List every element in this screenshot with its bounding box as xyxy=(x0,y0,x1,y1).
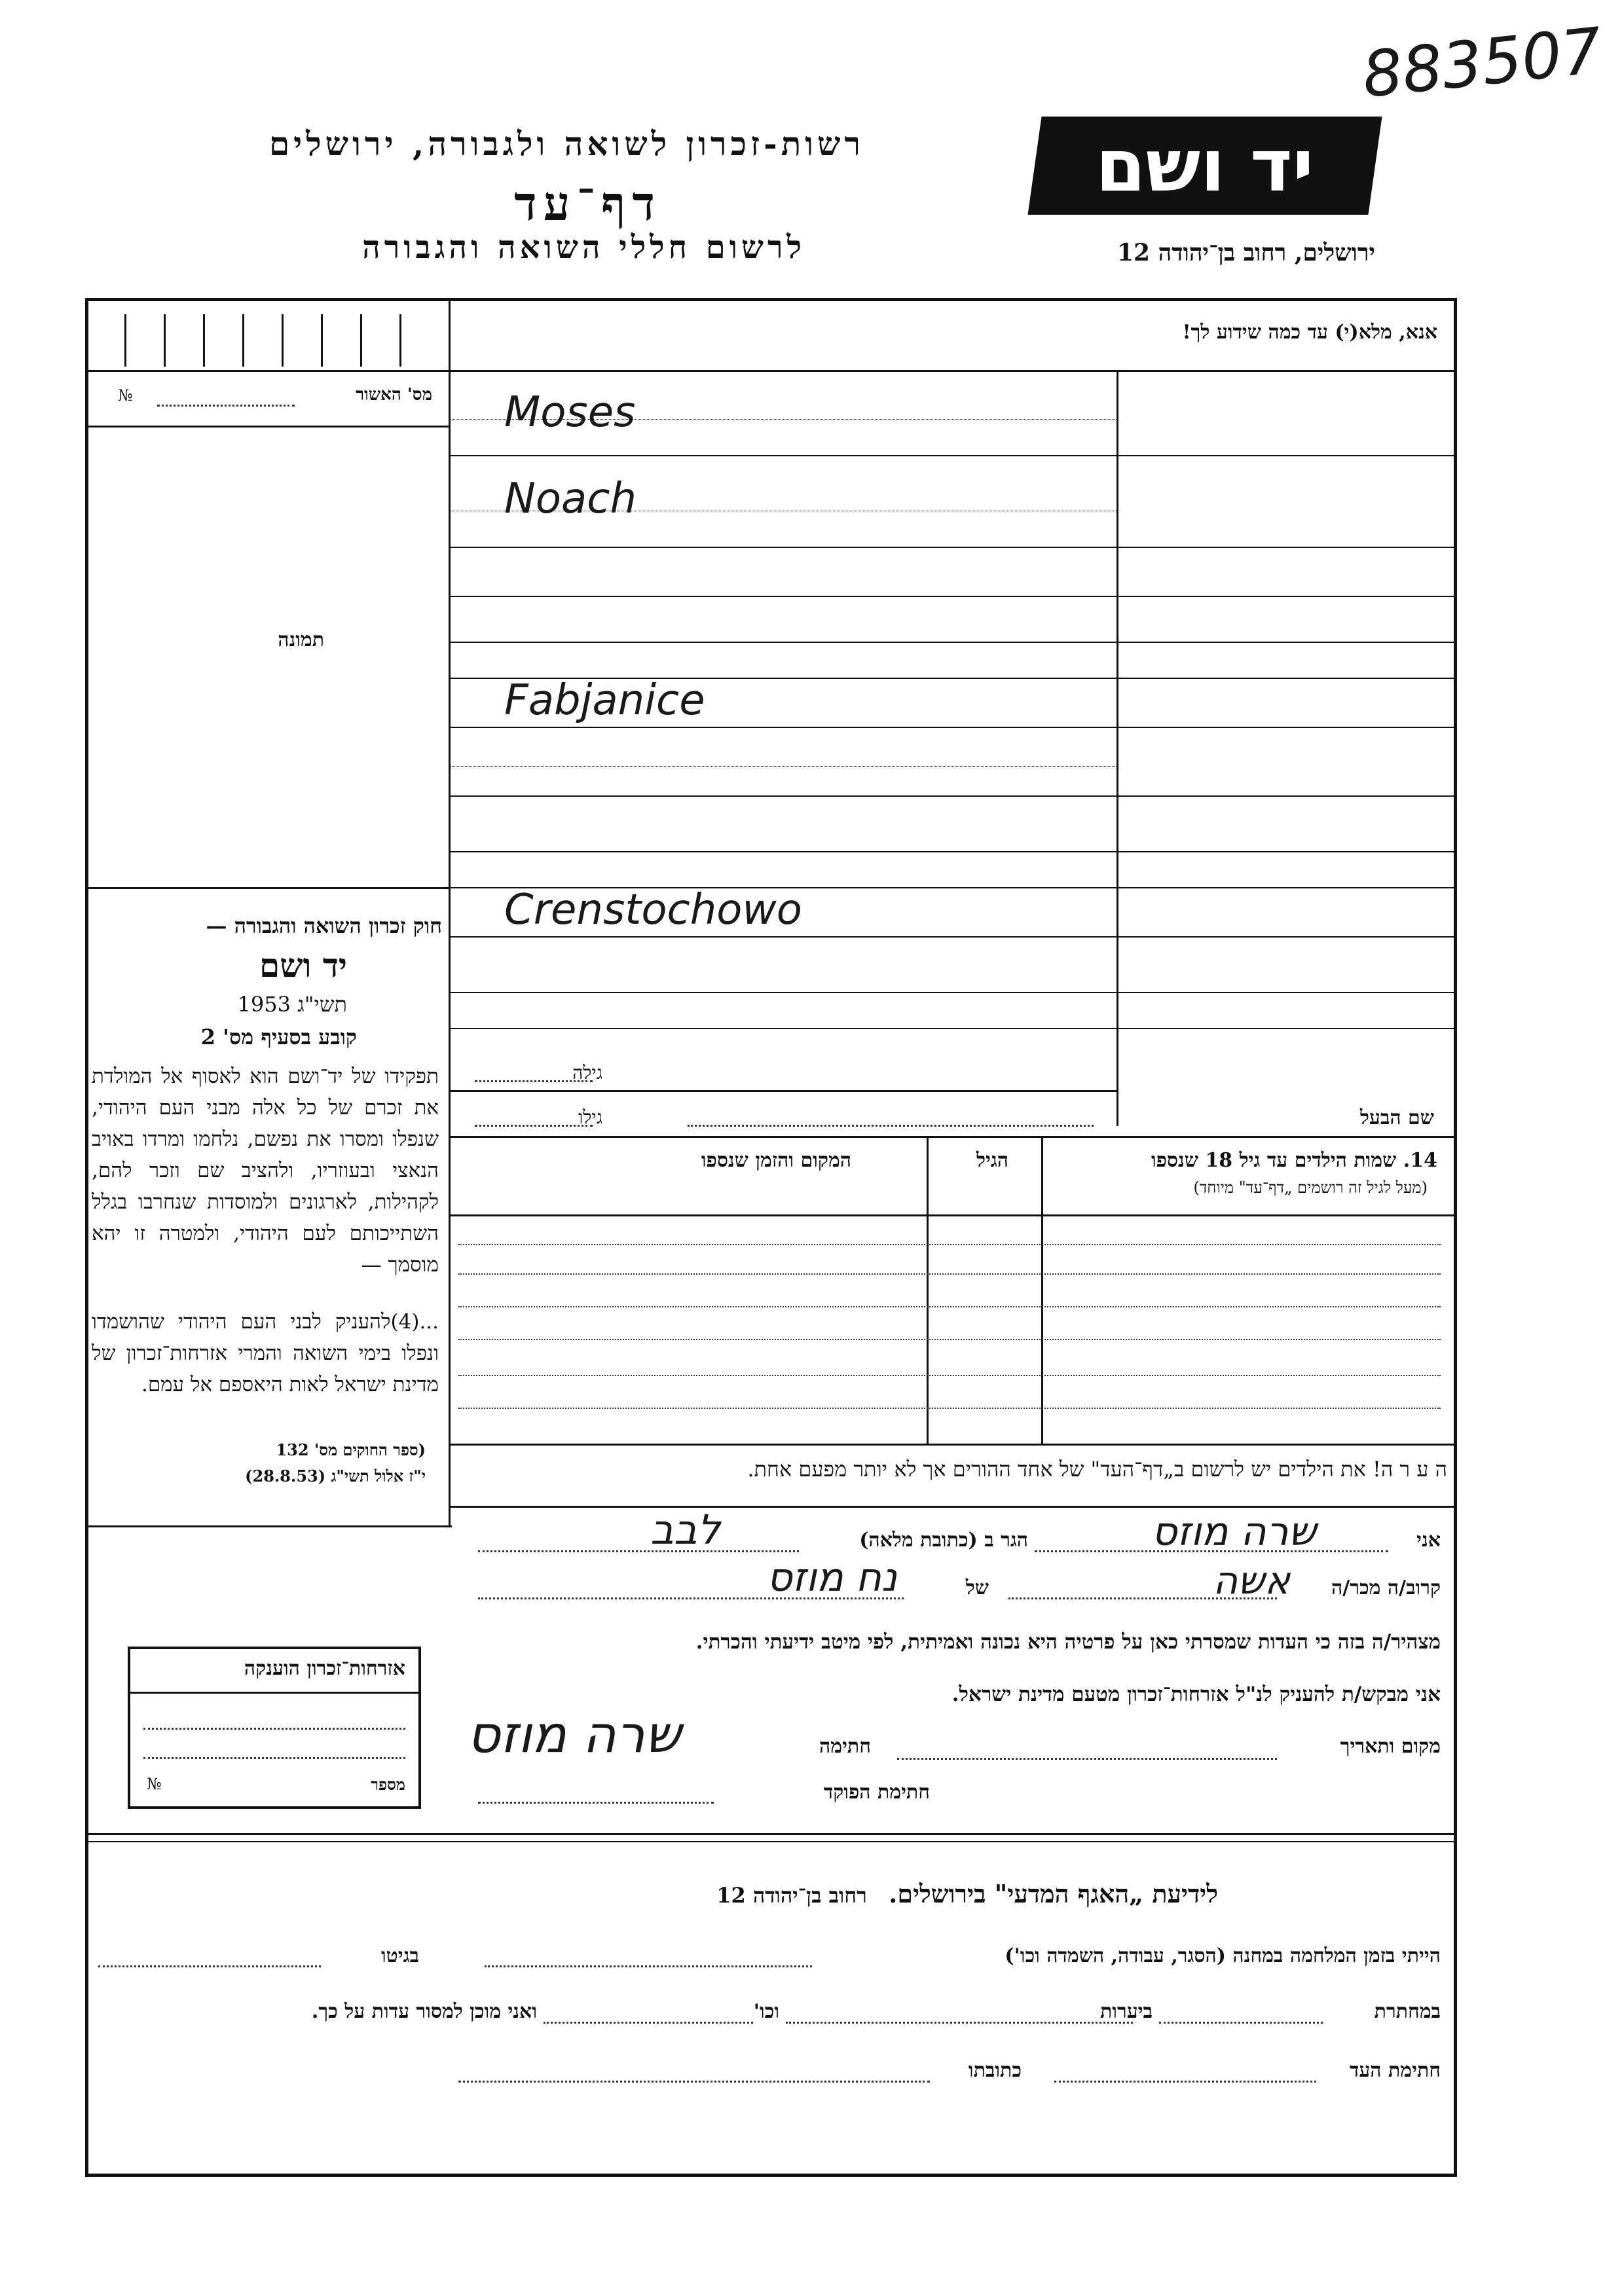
yad-vashem-logo xyxy=(1027,117,1382,215)
law-year: תשי"ג 1953 xyxy=(237,992,347,1017)
bottom-line1: הייתי בזמן המלחמה במחנה (הסגר, עבודה, השמדה וכו') xyxy=(1005,1944,1441,1967)
citizenship-number-label: מספר xyxy=(371,1775,405,1794)
field-value-latin: Fabjanice xyxy=(504,676,705,725)
law-logo: יד ושם xyxy=(259,946,347,985)
bottom-address: רחוב בן־יהודה 12 xyxy=(716,1883,867,1908)
decl-place-date: מקום ותאריך xyxy=(1340,1735,1441,1758)
children-label xyxy=(1151,1149,1437,1172)
citizenship-no-abbr: № xyxy=(147,1775,162,1793)
bottom-line2-d: ואני מוכן למסור עדות על כך. xyxy=(311,2000,537,2023)
decl-relative: קרוב/ה מכר/ה xyxy=(1331,1576,1441,1599)
bottom-line3-b: כתובתו xyxy=(968,2059,1022,2082)
children-sub: (מעל לגיל זה רושמים „דף־עד" מיוחד) xyxy=(1193,1178,1428,1197)
decl-request: אני מבקש/ת להעניק לנ"ל אזרחות־זכרון מטעם מדינת ישראל. xyxy=(951,1683,1441,1706)
law-clause: קובע בסעיף מס' 2 xyxy=(200,1025,357,1049)
decl-of: של xyxy=(965,1576,989,1599)
bottom-line2-c: וכו' xyxy=(753,2000,779,2023)
approval-label: מס' האשור xyxy=(356,385,432,405)
decl-signature-value: שרה מוזס xyxy=(467,1705,681,1764)
decl-address-value: לבב xyxy=(650,1506,720,1554)
child-row-line xyxy=(458,1306,1441,1307)
approval-cells xyxy=(85,308,449,367)
bottom-line3-a: חתימת העד xyxy=(1349,2059,1441,2082)
bottom-line2-a: במחתרת xyxy=(1374,2000,1441,2023)
decl-relation-value: אשה xyxy=(1213,1558,1290,1603)
decl-ani: אני xyxy=(1416,1529,1441,1552)
decl-officer-sig: חתימת הפוקד xyxy=(823,1781,930,1804)
catalog-number: 883507 xyxy=(1359,14,1606,112)
children-col-place: המקום והזמן שנספו xyxy=(701,1149,851,1172)
husband-age-label: גילו xyxy=(578,1106,602,1128)
law-source: (ספר החוקים מס' 132 xyxy=(276,1440,426,1459)
child-row-line xyxy=(458,1408,1441,1409)
decl-resides: הגר ב (כתובת מלאה) xyxy=(859,1529,1028,1552)
logo-text: יד ושם xyxy=(1096,124,1314,208)
bottom-title xyxy=(716,1879,1218,1909)
decl-name-value: שרה מוזס xyxy=(1151,1509,1316,1555)
approval-no-abbr: № xyxy=(118,386,133,405)
law-text: תפקידו של יד־ושם הוא לאסוף אל המולדת את זכרם של כל אלה מבני העם היהודי, שנפלו ומסרו את נפשם, נלחמו ומרדו באויב הנאצי ובעוזריו, ולהציב שם וזכר להם, לקהילות, לארגונים ולמוסדות שנחרבו בגלל השתייכותם לעם היהודי, ולמטרה זו יהא מוסמך — xyxy=(92,1065,439,1277)
child-row-line xyxy=(458,1273,1441,1275)
instructions: אנא, מלא(י) עד כמה שידוע לך! xyxy=(1182,321,1437,344)
writing-line xyxy=(449,419,1116,420)
field-value-latin: Noach xyxy=(504,475,637,523)
bottom-line2-b: ביערות xyxy=(1099,2000,1153,2023)
bottom-line1-end: בגיטו xyxy=(380,1944,419,1967)
law-heading: חוק זכרון השואה והגבורה — xyxy=(206,913,442,938)
children-title: שמות הילדים עד גיל 18 שנספו xyxy=(1151,1149,1397,1172)
wife-age-label: גילה xyxy=(572,1062,602,1084)
photo-label: תמונה xyxy=(278,629,324,651)
field-value-latin: Crenstochowo xyxy=(504,885,802,934)
form-subtitle: לרשום חללי השואה והגבורה xyxy=(362,229,805,266)
field-value-latin: Moses xyxy=(504,388,636,437)
children-num: 14. xyxy=(1403,1149,1437,1172)
bottom-title-text: לידיעת „האגף המדעי" בירושלים. xyxy=(889,1879,1218,1908)
decl-signature: חתימה xyxy=(819,1735,871,1758)
note: ה ע ר ה! את הילדים יש לרשום ב„דף־העד" של אחד ההורים אך לא יותר מפעם אחת. xyxy=(747,1457,1447,1482)
child-row-line xyxy=(458,1339,1441,1340)
form-title: דף־עד xyxy=(514,175,661,231)
citizenship-title: אזרחות־זכרון הוענקה xyxy=(244,1657,405,1680)
citizenship-box xyxy=(128,1647,421,1809)
decl-of-value: נח מוזס xyxy=(766,1555,897,1601)
decl-certify: מצהיר/ה בזה כי העדות שמסרתי כאן על פרטיה היא נכונה ואמיתית, לפי מיטב ידיעתי והכרתי. xyxy=(695,1630,1441,1654)
org-line: רשות-זכרון לשואה ולגבורה, ירושלים xyxy=(268,124,864,163)
husband-label: שם הבעל xyxy=(1359,1106,1434,1129)
law-source-date: י"ז אלול תשי"ג (28.8.53) xyxy=(245,1467,426,1485)
children-col-age: הגיל xyxy=(976,1149,1008,1172)
child-row-line xyxy=(458,1244,1441,1245)
header-address: ירושלים, רחוב בן־יהודה 12 xyxy=(1116,239,1375,266)
writing-line xyxy=(449,766,1116,767)
child-row-line xyxy=(458,1375,1441,1376)
law-text-2: ...(4)להעניק לבני העם היהודי שהושמדו ונפלו בימי השואה והמרי אזרחות־זכרון של מדינת ישראל לאות היאספם אל עמם. xyxy=(92,1310,439,1396)
